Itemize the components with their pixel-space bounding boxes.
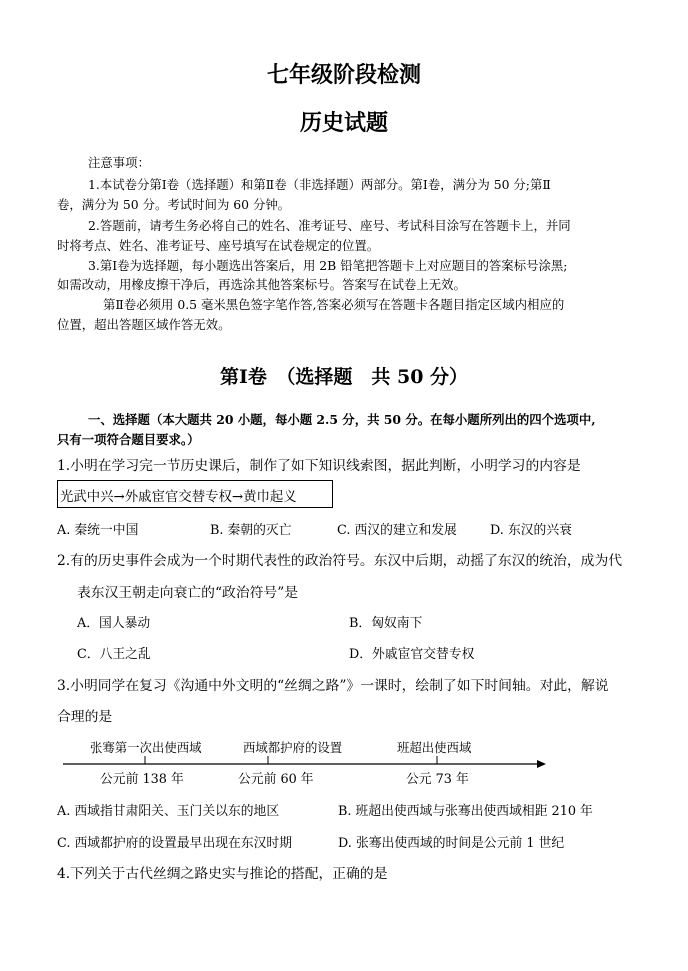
timeline-date-label: 公元前 138 年 [100,772,184,787]
question-3-stem: 3.小明同学在复习《沟通中外文明的“丝绸之路”》一课时，绘制了如下时间轴。对此，解说 [57,678,609,694]
section-instruction: 一、选择题（本大题共 20 小题，每小题 2.5 分，共 50 分。在每小题所列出的四个选项中, [88,412,596,427]
q2-option-d: D．外戚宦官交替专权 [349,647,475,662]
notice-line: 如需改动，用橡皮擦干净后，再选涂其他答案标号。答案写在试卷上无效。 [57,277,466,292]
q2-option-b: B．匈奴南下 [349,616,423,631]
section-title: 第Ⅰ卷 （选择题 共 50 分） [219,366,469,388]
q2-option-a: A．国人暴动 [77,616,151,631]
notice-line: 位置，超出答题区域作答无效。 [57,317,231,332]
q2-option-c: C．八王之乱 [77,647,151,662]
timeline-date-label: 公元前 60 年 [238,772,314,787]
timeline-event-label: 班超出使西域 [397,740,472,755]
q1-option-c: C. 西汉的建立和发展 [337,523,457,538]
notice-line: 时将考点、姓名、准考证号、座号填写在试卷规定的位置。 [57,238,380,253]
question-1-stem: 1.小明在学习完一节历史课后，制作了如下知识线索图，据此判断，小明学习的内容是 [57,458,581,474]
exam-subject: 历史试题 [299,110,388,136]
q1-option-a: A. 秦统一中国 [57,523,139,538]
notice-line: 3.第Ⅰ卷为选择题，每小题选出答案后，用 2B 铅笔把答题卡上对应题目的答案标号涂黑; [88,258,568,273]
q1-clue-text: 光武中兴→外戚宦官交替专权→黄巾起义 [60,490,297,505]
q1-option-b: B. 秦朝的灭亡 [210,523,292,538]
q3-option-b: B. 班超出使西域与张骞出使西域相距 210 年 [338,804,593,819]
notice-line: 2.答题前，请考生务必将自己的姓名、准考证号、座号、考试科目涂写在答题卡上，并同 [88,218,571,233]
timeline-event-label: 张骞第一次出使西域 [90,740,202,755]
notice-line: 第Ⅱ卷必须用 0.5 毫米黑色签字笔作答,答案必须写在答题卡各题目指定区域内相应的 [103,297,565,312]
q3-option-a: A. 西域指甘肃阳关、玉门关以东的地区 [57,804,280,819]
timeline-arrow [537,760,546,768]
q1-option-d: D. 东汉的兴衰 [490,523,572,538]
question-2-stem: 表东汉王朝走向衰亡的“政治符号”是 [77,585,299,601]
question-4-stem: 4.下列关于古代丝绸之路史实与推论的搭配，正确的是 [57,866,388,882]
notice-heading: 注意事项： [88,155,150,170]
section-instruction: 只有一项符合题目要求。） [57,432,200,447]
q3-option-c: C. 西域都护府的设置最早出现在东汉时期 [57,836,293,851]
timeline-event-label: 西域都护府的设置 [243,740,343,755]
q3-option-d: D. 张骞出使西域的时间是公元前 1 世纪 [338,836,565,851]
exam-title: 七年级阶段检测 [266,62,421,88]
notice-line: 卷，满分为 50 分。考试时间为 60 分钟。 [57,197,291,212]
timeline-date-label: 公元 73 年 [406,772,469,787]
question-3-stem: 合理的是 [57,709,113,725]
notice-line: 1.本试卷分第Ⅰ卷（选择题）和第Ⅱ卷（非选择题）两部分。第Ⅰ卷，满分为 50 分;第Ⅱ [88,177,551,192]
question-2-stem: 2.有的历史事件会成为一个时期代表性的政治符号。东汉中后期，动摇了东汉的统治，成为代 [57,553,623,569]
